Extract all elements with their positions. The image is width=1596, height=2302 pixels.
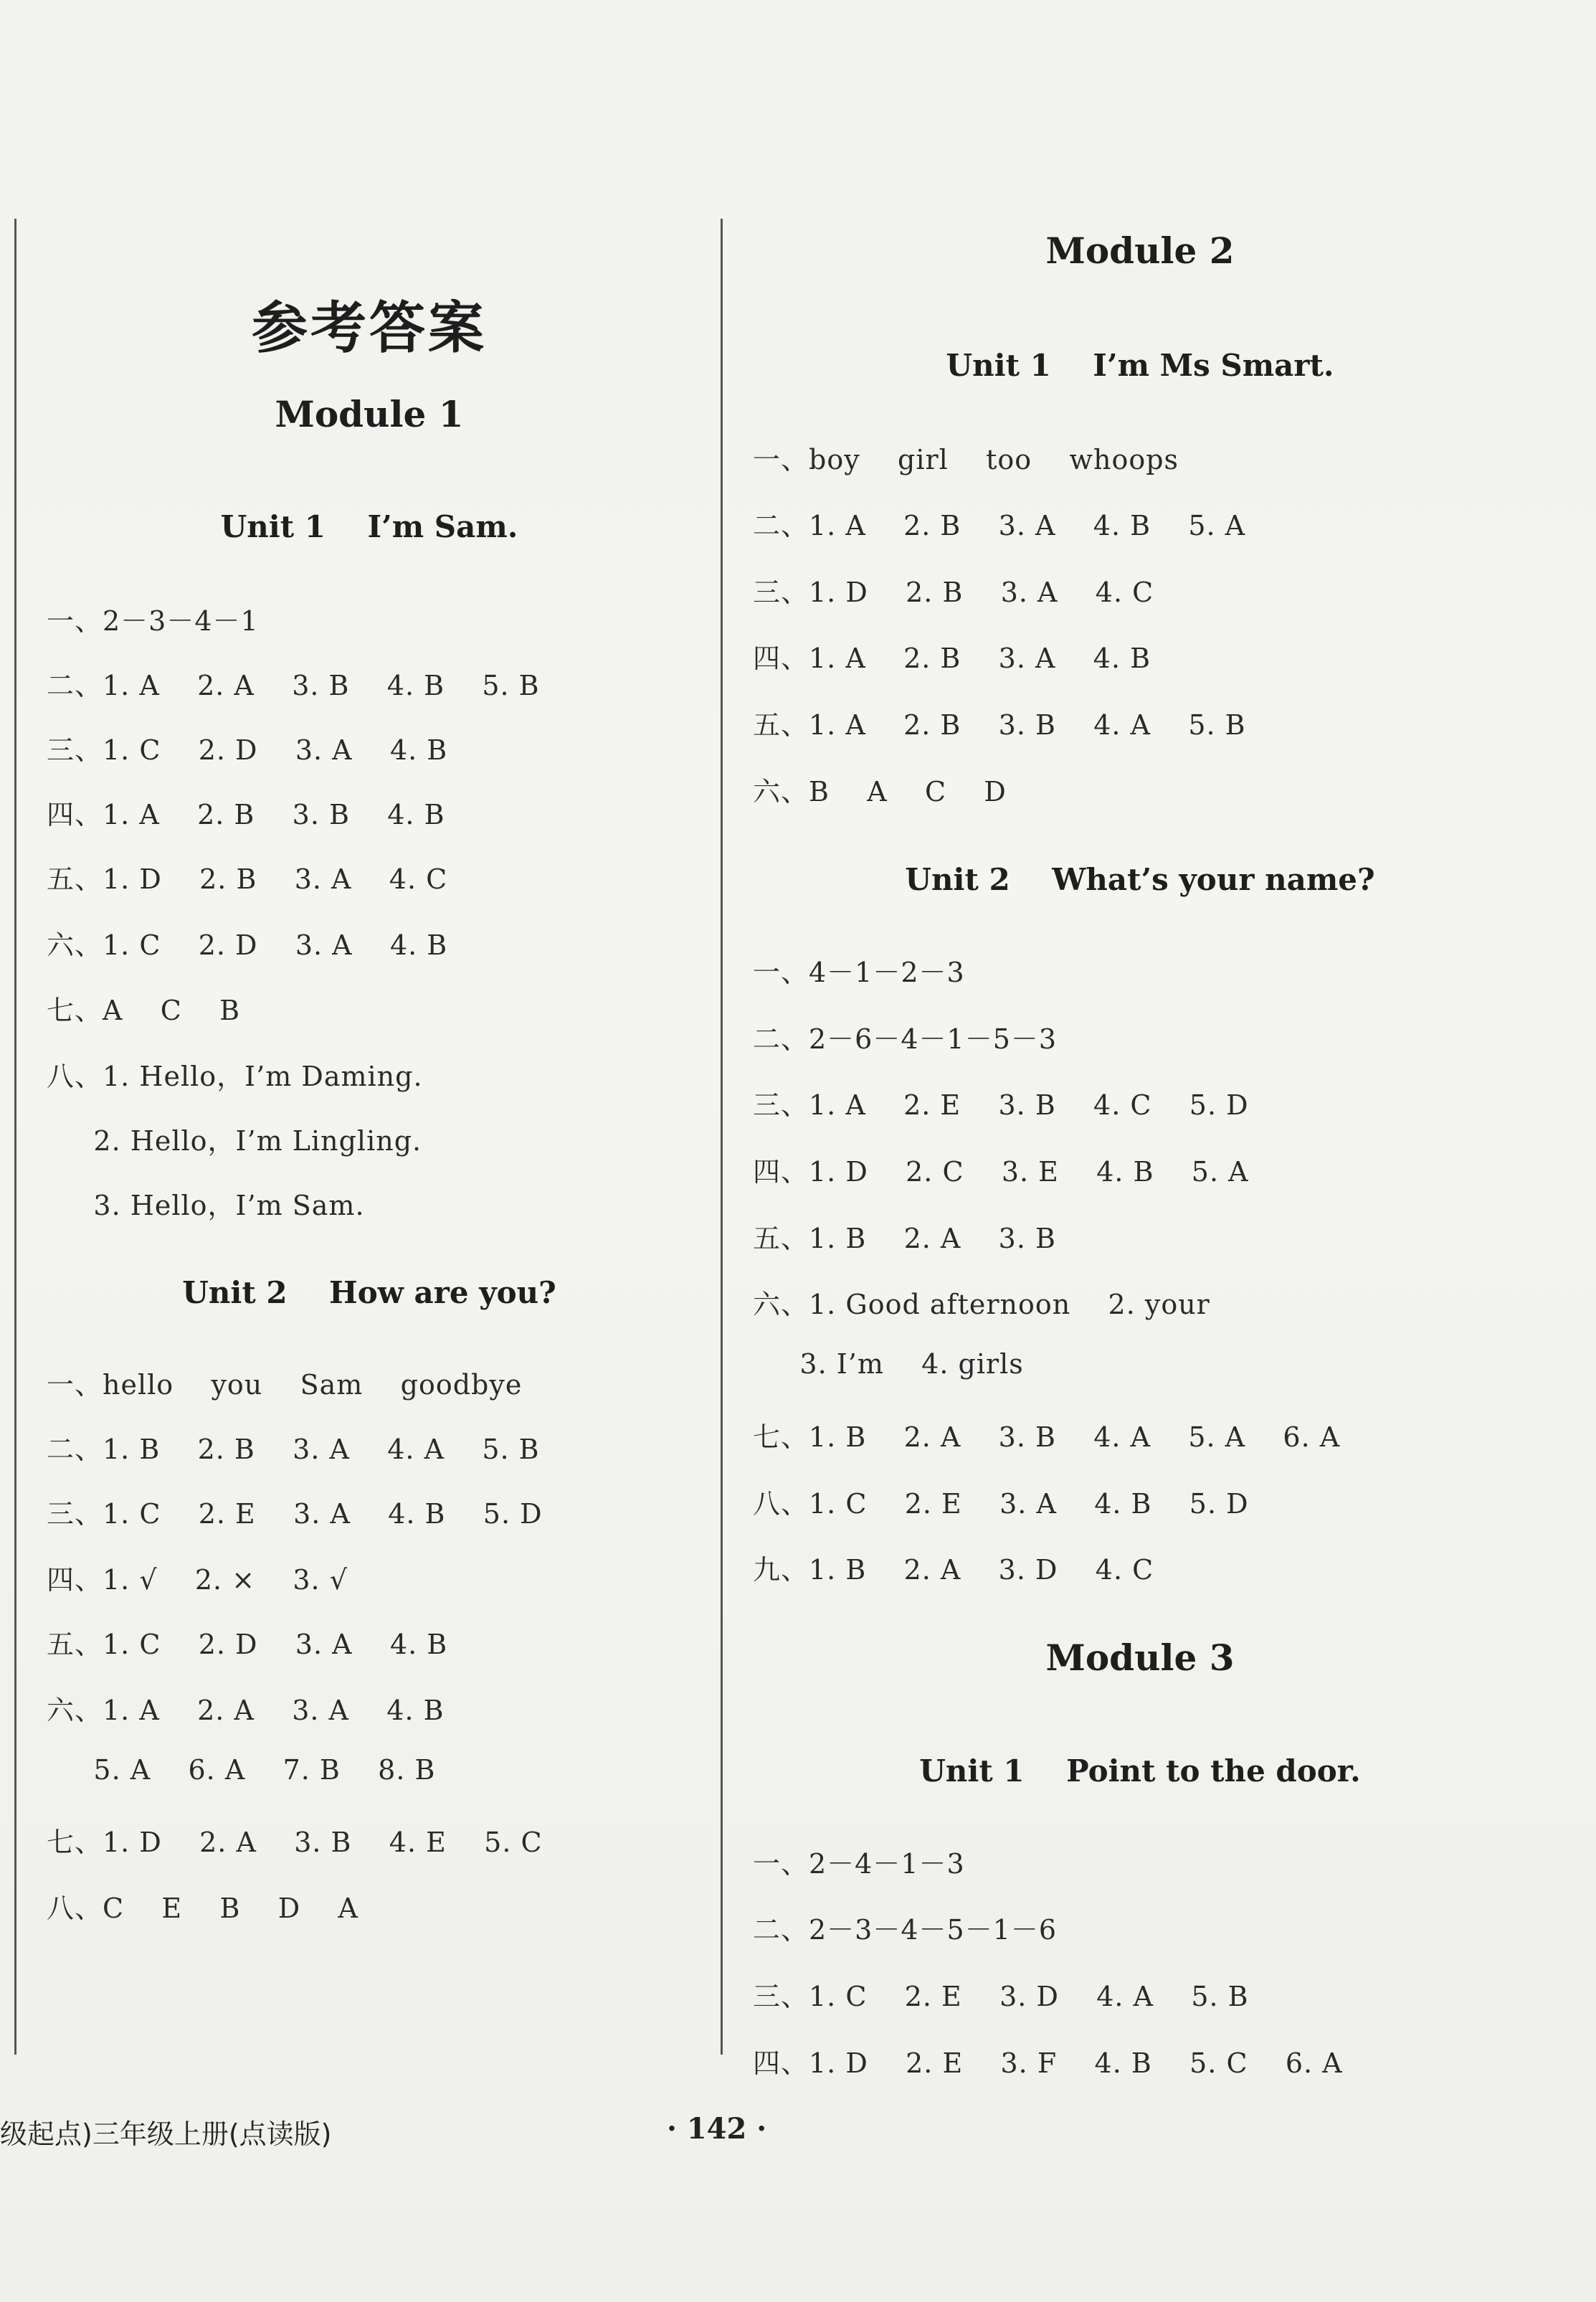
answer-line: 五、1. D 2. B 3. A 4. C [47,863,448,895]
answer-line: 四、1. D 2. E 3. F 4. B 5. C 6. A [753,2047,1343,2079]
answer-line: 六、B A C D [753,776,1007,807]
answer-line: 二、2－6－4－1－5－3 [753,1023,1058,1055]
answer-line: 二、1. A 2. A 3. B 4. B 5. B [47,670,540,701]
answer-line: 七、1. B 2. A 3. B 4. A 5. A 6. A [753,1421,1341,1453]
answer-line: 四、1. √ 2. × 3. √ [47,1564,348,1596]
answer-line: 四、1. A 2. B 3. A 4. B [753,643,1151,674]
book-title-footer: 级起点)三年级上册(点读版) [0,2118,332,2150]
answer-line: 七、A C B [47,995,241,1026]
answer-line: 一、hello you Sam goodbye [47,1369,523,1401]
unit-heading: Unit 1 I’m Sam. [220,509,518,544]
answer-line: 六、1. Good afternoon 2. your [753,1289,1210,1320]
answer-line: 五、1. C 2. D 3. A 4. B [47,1629,448,1660]
answer-line: 二、1. A 2. B 3. A 4. B 5. A [753,510,1246,541]
answer-line: 二、1. B 2. B 3. A 4. A 5. B [47,1434,540,1465]
answer-line: 3. Hello，I’m Sam. [47,1190,365,1221]
answer-line: 六、1. A 2. A 3. A 4. B [47,1695,445,1726]
answer-line: 2. Hello，I’m Lingling. [47,1125,422,1157]
page-number: · 142 · [667,2112,767,2146]
unit-heading: Unit 1 I’m Ms Smart. [946,348,1334,383]
answer-line: 三、1. C 2. E 3. D 4. A 5. B [753,1981,1249,2012]
answer-line: 八、1. Hello，I’m Daming. [47,1061,423,1092]
answer-line: 一、2－3－4－1 [47,605,259,637]
answer-line: 四、1. D 2. C 3. E 4. B 5. A [753,1156,1249,1188]
answer-line: 五、1. B 2. A 3. B [753,1223,1056,1254]
answer-line: 3. I’m 4. girls [753,1348,1024,1380]
column-divider [721,219,723,2055]
answer-line: 三、1. C 2. E 3. A 4. B 5. D [47,1498,543,1530]
answer-line: 一、4－1－2－3 [753,957,965,988]
answer-line: 八、1. C 2. E 3. A 4. B 5. D [753,1488,1249,1520]
answer-line: 九、1. B 2. A 3. D 4. C [753,1554,1154,1586]
answer-line: 一、2－4－1－3 [753,1848,965,1880]
answer-line: 5. A 6. A 7. B 8. B [47,1754,436,1786]
unit-heading: Unit 2 What’s your name? [905,862,1375,897]
left-margin-rule [14,219,16,2055]
answer-line: 五、1. A 2. B 3. B 4. A 5. B [753,709,1246,741]
unit-heading: Unit 2 How are you? [182,1275,556,1310]
answer-line: 六、1. C 2. D 3. A 4. B [47,929,448,961]
answer-line: 四、1. A 2. B 3. B 4. B [47,799,445,830]
module-2-heading: Module 2 [1045,229,1235,272]
module-3-heading: Module 3 [1045,1636,1235,1679]
answer-line: 七、1. D 2. A 3. B 4. E 5. C [47,1827,543,1858]
module-1-heading: Module 1 [275,393,464,435]
answer-line: 八、C E B D A [47,1893,358,1924]
answer-line: 三、1. A 2. E 3. B 4. C 5. D [753,1089,1249,1121]
answer-line: 二、2－3－4－5－1－6 [753,1914,1058,1946]
page-title: 参考答案 [251,296,487,361]
answer-line: 三、1. D 2. B 3. A 4. C [753,577,1154,608]
unit-heading: Unit 1 Point to the door. [919,1753,1361,1789]
answer-line: 一、boy girl too whoops [753,444,1179,475]
answer-line: 三、1. C 2. D 3. A 4. B [47,734,448,766]
